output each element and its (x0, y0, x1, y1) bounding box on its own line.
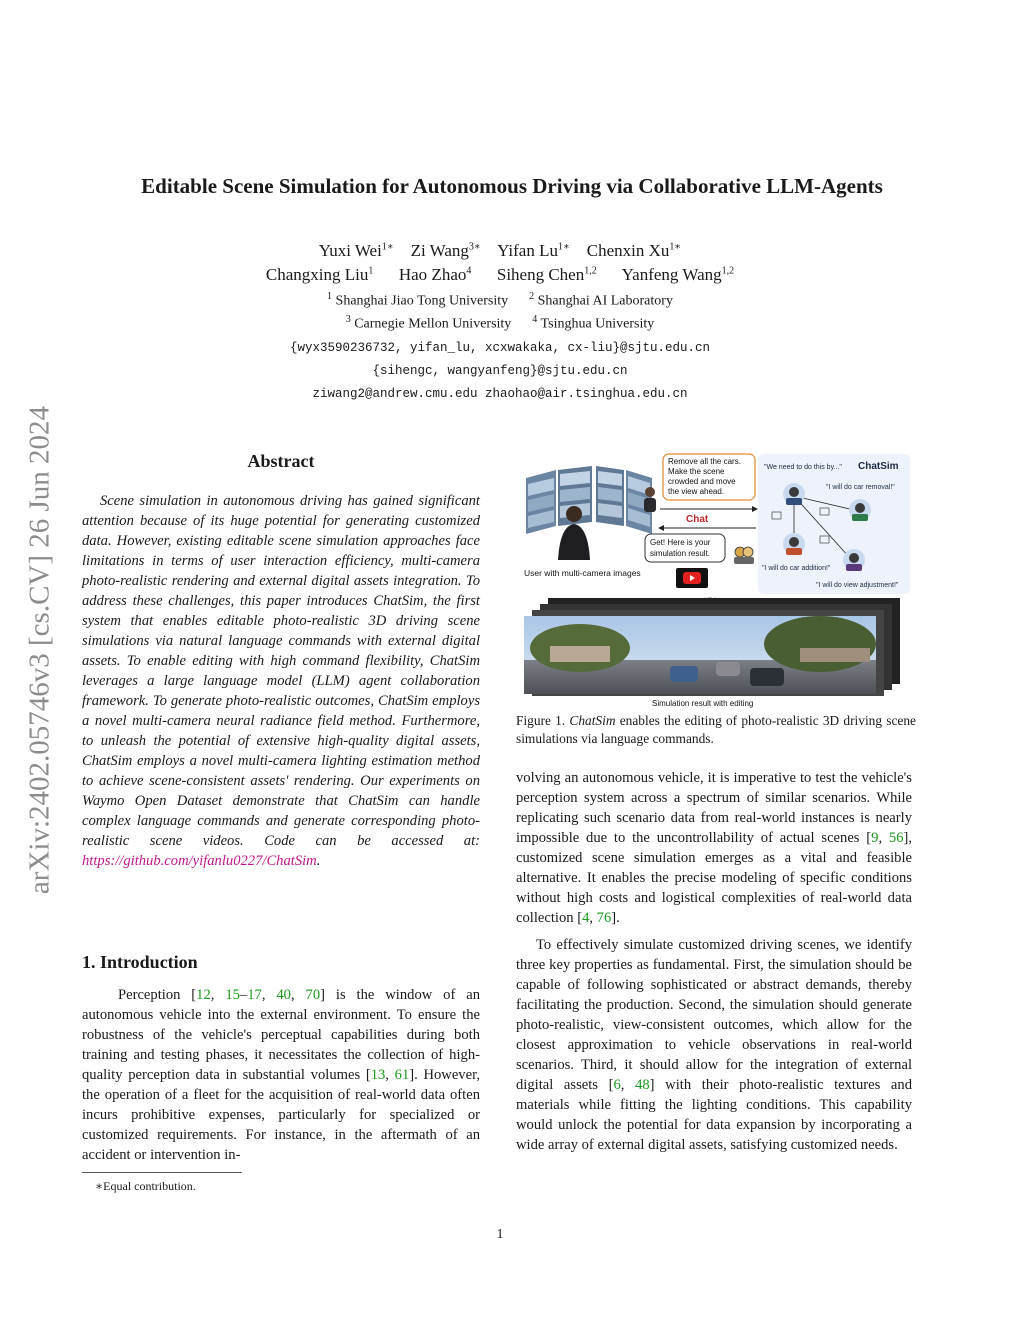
author-sup: 3∗ (468, 241, 481, 253)
author-sup: 4 (466, 265, 472, 277)
multi-camera-images-right (596, 466, 652, 534)
author-sup: 1∗ (669, 241, 682, 253)
citation[interactable]: 61 (394, 1067, 410, 1083)
paper-title: Editable Scene Simulation for Autonomous Driving via Collaborative LLM-Agents (141, 174, 883, 198)
result-label: Simulation result with editing (652, 699, 754, 708)
aff-sup: 2 (529, 291, 535, 302)
author: Zi Wang (410, 241, 469, 260)
figure-1-caption (516, 712, 916, 748)
aff-sup: 1 (327, 291, 333, 302)
abstract-heading: Abstract (247, 451, 315, 471)
affiliation: Tsinghua University (540, 316, 655, 332)
affiliation: Shanghai Jiao Tong University (335, 293, 509, 309)
user-label: User with multi-camera images (524, 568, 641, 578)
footnote-rule (82, 1172, 242, 1173)
footnote: ∗Equal contribution. (95, 1179, 196, 1193)
code-link[interactable]: https://github.com/yifanlu0227/ChatSim (82, 853, 317, 869)
caption-text: enables the editing of photo-realistic 3D driving scene simulations via language commands. (516, 713, 916, 746)
email-line-2: {sihengc, wangyanfeng}@sjtu.edu.cn (372, 364, 628, 378)
panel-quote-1: "We need to do this by..." (764, 464, 842, 471)
author-sup: 1,2 (584, 265, 597, 277)
simulation-result-frames (524, 598, 900, 696)
citation[interactable]: 12 (196, 987, 211, 1003)
author-line-2 (0, 265, 1000, 285)
citation[interactable]: 6 (613, 1077, 621, 1093)
affiliation-line-2 (0, 314, 1000, 333)
author-sup: 1,2 (721, 265, 735, 277)
intro-paragraph-1-continued: volving an autonomous vehicle, it is imperative to test the vehicle's perception system across a spectrum of similar scenarios. While replicating such scenario data from real-world instances is nearly impossible due to the uncontrollability of actual scenes [9, 56], customized scene simulation emerges as a vital and feasible alternative. It enables the precise modeling of specific conditions without high costs and logistical complexities of real-world data collection [4, 76]. (516, 770, 912, 926)
multi-camera-images-left (526, 466, 592, 534)
panel-quote-2: "I will do car removal!" (826, 484, 895, 491)
figure-1 (520, 448, 912, 708)
chatsim-agent-panel (758, 454, 910, 594)
author-sup: 1 (368, 265, 374, 277)
figure-1-illustration (520, 448, 912, 708)
author: Yifan Lu (497, 241, 558, 260)
citation[interactable]: 17 (247, 987, 262, 1003)
affiliation-line-1 (0, 291, 1000, 310)
agents-group-icon (734, 547, 754, 564)
author: Hao Zhao (398, 265, 467, 284)
author: Siheng Chen (496, 265, 585, 284)
person-icon (644, 487, 656, 512)
reply-text: Get! Here is your simulation result. (650, 538, 711, 558)
panel-quote-3: "I will do car addition!" (762, 565, 831, 572)
abstract-body (82, 491, 480, 871)
intro-paragraph-2: To effectively simulate customized driving scenes, we identify three key properties as fundamental. First, the simulation should be capable of following sophisticated or abstract demands, thereby facilitating the production. Second, the simulation should generate photo-realistic, view-consistent outcomes, which allow for the closest approximation to vehicle observations in real-world scenarios. Third, it should allow for the integration of external digital assets [6, 48] with their photo-realistic textures and materials while fitting the lighting conditions. This capability would unlock the potential for data expansion by incorporating a wide array of external digital assets, satisfying customized needs. (516, 937, 912, 1153)
caption-name: ChatSim (569, 713, 616, 728)
author: Chenxin Xu (586, 241, 670, 260)
video-play-icon[interactable] (676, 568, 708, 588)
citation[interactable]: 76 (596, 910, 612, 926)
arxiv-stamp: arXiv:2402.05746v3 [cs.CV] 26 Jun 2024 (23, 405, 56, 895)
citation[interactable]: 13 (370, 1067, 386, 1083)
caption-label: Figure 1. (516, 713, 566, 728)
citation[interactable]: 48 (635, 1077, 650, 1093)
email-line-1: {wyx3590236732, yifan_lu, xcxwakaka, cx-liu}@sjtu.edu.cn (289, 341, 711, 355)
citation[interactable]: 4 (582, 910, 590, 926)
aff-sup: 4 (532, 314, 538, 325)
author: Yuxi Wei (318, 241, 382, 260)
email-line-3: ziwang2@andrew.cmu.edu zhaohao@air.tsinghua.edu.cn (312, 387, 688, 401)
page-number: 1 (496, 1227, 504, 1242)
abstract-text: Scene simulation in autonomous driving has gained significant attention because of its huge potential for generating customized data. However, existing editable scene simulation approaches face limitations in terms of user interaction efficiency, multi-camera photo-realistic rendering and external digital assets integration. To address these challenges, this paper introduces ChatSim, the first system that enables editable photo-realistic 3D driving scene simulations via natural language commands with external digital assets. To enable editing with high command flexibility, ChatSim leverages a large language model (LLM) agent collaboration framework. To generate photo-realistic outcomes, ChatSim employs a novel multi-camera neural radiance field method. Furthermore, to unleash the potential of extensive high-quality digital assets, ChatSim employs a novel multi-camera lighting estimation method to achieve scene-consistent assets' rendering. Our experiments on Waymo Open Dataset demonstrate that ChatSim can handle complex language commands and generate corresponding photo-realistic scene videos. Code can be accessed at: (82, 493, 480, 849)
citation[interactable]: 70 (305, 987, 321, 1003)
intro-paragraph-1: Perception [12, 15–17, 40, 70] is the window of an autonomous vehicle into the external environment. To ensure the robustness of the vehicle's perceptual capabilities during both training and testing phases, it necessitates the collection of high-quality perception data in substantial volumes [13, 61]. However, the operation of a fleet for the acquisition of real-world data often incurs prohibitive expenses, particularly for specialized or customized requirements. For instance, in the aftermath of an accident or intervention in- (82, 987, 481, 1163)
chatsim-panel-title: ChatSim (858, 461, 899, 472)
author: Changxing Liu (265, 265, 369, 284)
user-command-text: Remove all the cars. Make the scene crowded and move the view ahead. (668, 457, 741, 496)
chat-label: Chat (686, 514, 709, 525)
author-line-1 (0, 241, 1000, 261)
citation[interactable]: 9 (871, 830, 879, 846)
section-heading-introduction: 1. Introduction (82, 952, 198, 972)
citation[interactable]: 15 (225, 987, 240, 1003)
affiliation: Carnegie Mellon University (354, 316, 512, 332)
affiliation: Shanghai AI Laboratory (537, 293, 673, 309)
author-sup: 1∗ (381, 241, 394, 253)
panel-quote-4: "I will do view adjustment!" (816, 582, 899, 589)
aff-sup: 3 (345, 314, 351, 325)
citation[interactable]: 56 (888, 830, 904, 846)
author-sup: 1∗ (557, 241, 570, 253)
author: Yanfeng Wang (621, 265, 722, 284)
citation[interactable]: 40 (276, 987, 291, 1003)
link-suffix: . (316, 853, 321, 869)
